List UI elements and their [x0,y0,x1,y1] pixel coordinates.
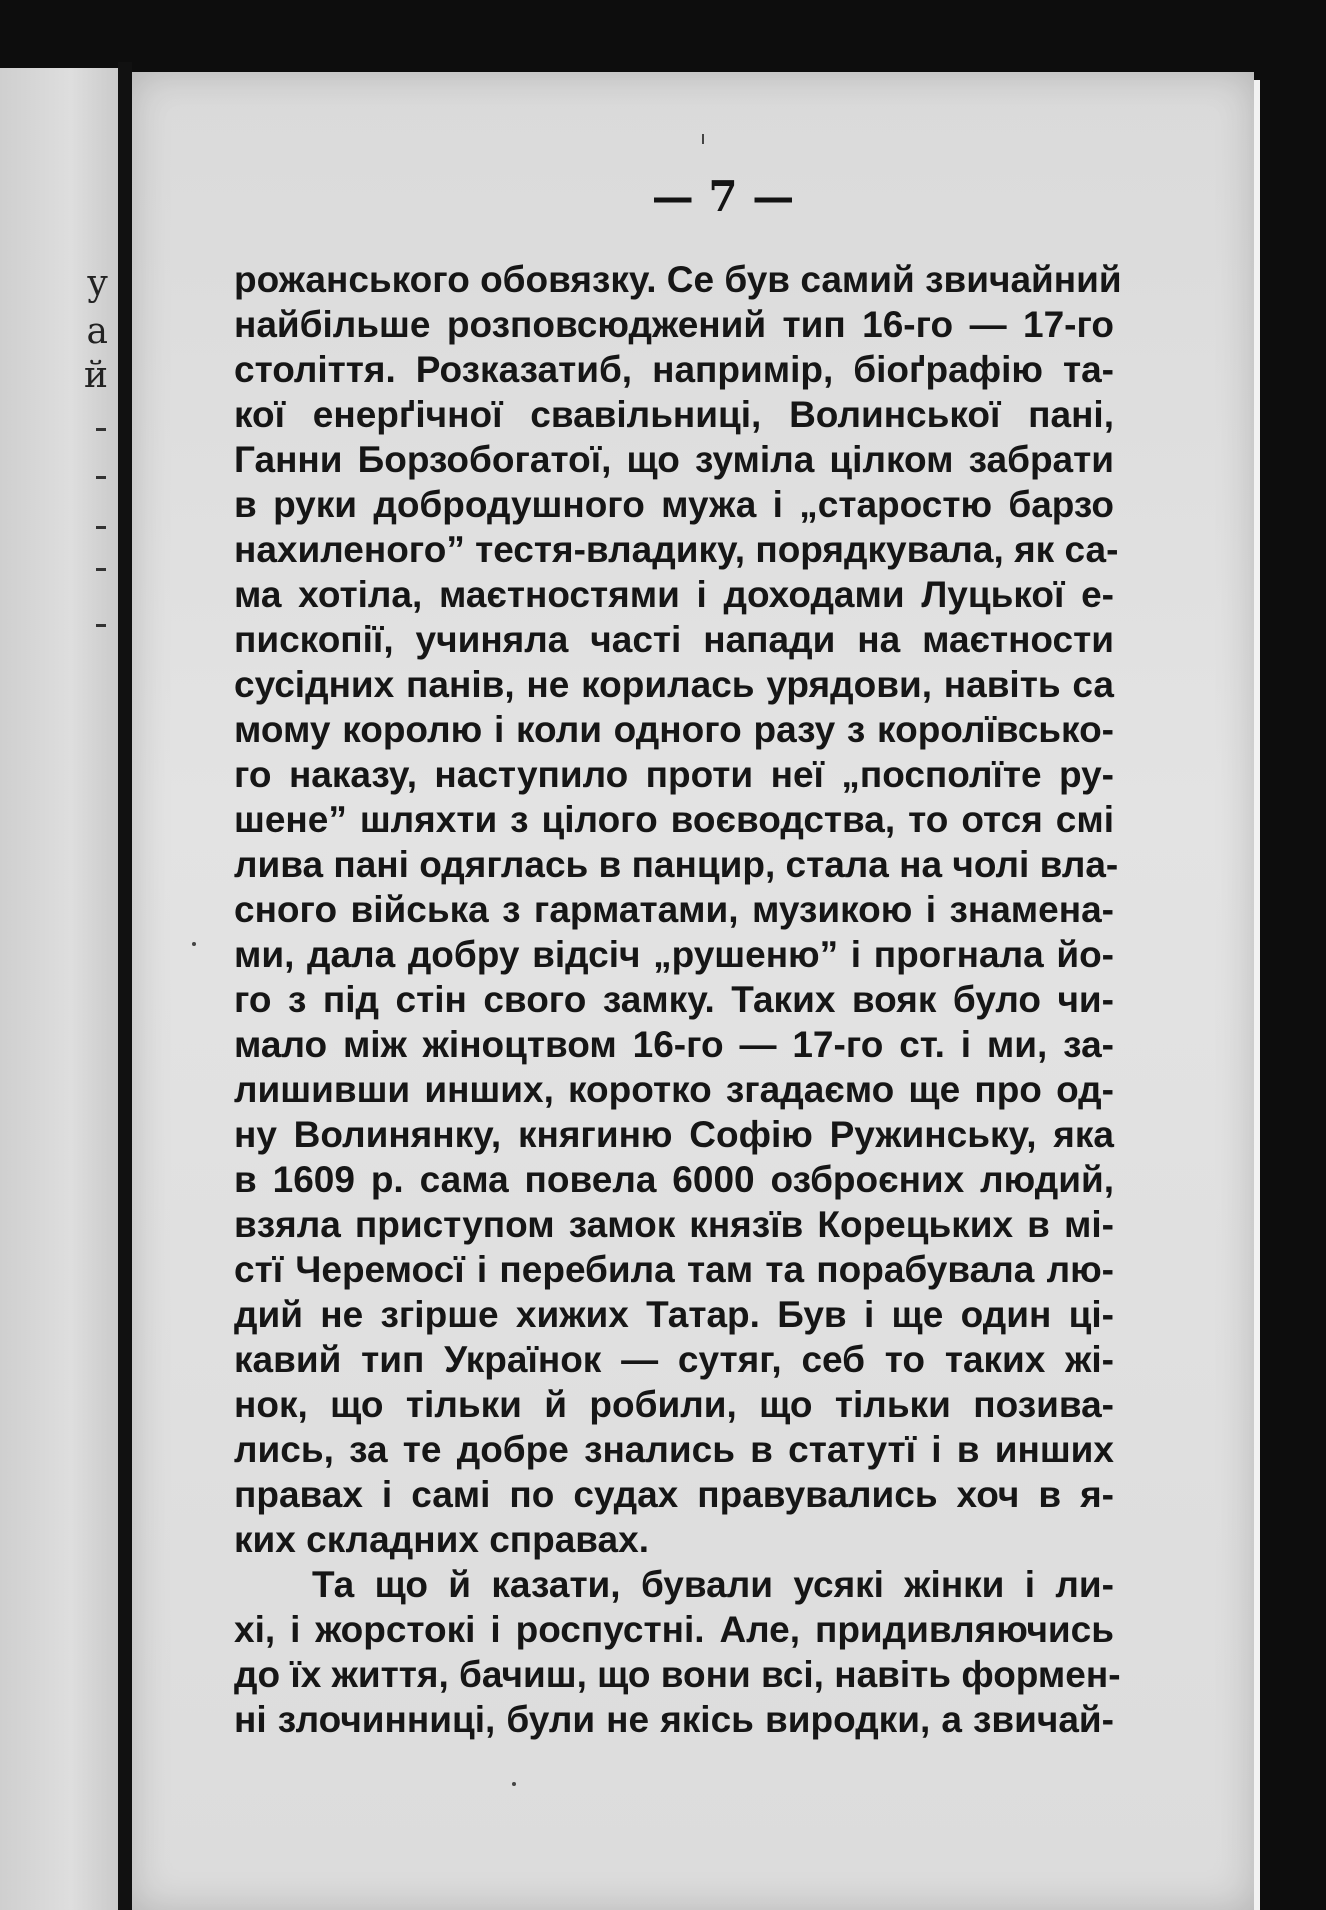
binding-gutter [118,62,132,1910]
text-line: до їх життя, бачиш, що вони всі, навіть формен- [234,1654,1121,1695]
adjacent-page-fragment [0,68,118,1910]
text-line: мому королю і коли одного разу з королївсько- [234,709,1114,750]
text-line: лись, за те добре знались в статутї і в инших [234,1429,1114,1470]
left-page-dash [96,568,106,571]
text-line: нахиленого” тестя-владику, порядкувала, як са- [234,529,1119,570]
text-line: сусідних панів, не корилась урядови, навіть са [234,664,1114,705]
left-page-dash [96,526,106,529]
text-line: пископії, учиняла часті напади на маєтности [234,619,1114,660]
text-line: ми, дала добру відсіч „рушеню” і прогнала йо- [234,934,1114,975]
left-page-dash [96,476,106,479]
text-line: Та що й казати, бували усякі жінки і ли- [312,1564,1114,1605]
text-line: правах і самі по судах правувались хоч в я- [234,1474,1114,1515]
page-body-text [234,257,1122,1742]
text-line: взяла приступом замок князїв Корецьких в мі- [234,1204,1114,1245]
text-line: лишивши инших, коротко згадаємо ще про од- [234,1069,1114,1110]
text-line: лива пані одяглась в панцир, стала на чолі вла- [234,844,1119,885]
left-page-dash [96,428,106,431]
text-line: в 1609 р. сама повела 6000 озброєних людий, [234,1159,1114,1200]
text-line: кої енерґічної свавільниці, Волинської пані, [234,394,1114,435]
scan-speck [192,942,196,946]
text-line: Ганни Борзобогатої, що зуміла цілком забрати [234,439,1114,480]
text-line: сного війська з гарматами, музикою і знамена- [234,889,1114,930]
text-line: го наказу, наступило проти неї „посполїте ру- [234,754,1114,795]
text-line: ну Волинянку, княгиню Софію Ружинську, яка [234,1114,1114,1155]
page-number: — 7 — [651,172,795,221]
book-page [132,72,1254,1910]
text-line: ні злочинниці, були не якісь виродки, а звичай- [234,1699,1114,1740]
text-line: нок, що тільки й робили, що тільки позива- [234,1384,1114,1425]
left-page-dash [96,624,106,627]
text-line: найбільше розповсюджений тип 16-го — 17-го [234,304,1114,345]
text-line: в руки добродушного мужа і „старостю барзо [234,484,1114,525]
text-line: дий не згірше хижих Татар. Був і ще один ці- [234,1294,1114,1335]
text-line: го з під стін свого замку. Таких вояк було чи- [234,979,1114,1020]
text-line: шене” шляхти з цілого воєводства, то отся смі [234,799,1114,840]
left-page-fragment-3: й [84,355,108,396]
left-page-fragment-2: а [86,311,108,352]
text-line: ма хотіла, маєтностями і доходами Луцької е- [234,574,1114,615]
text-line: рожанського обовязку. Се був самий звичайний [234,259,1122,300]
text-line: кавий тип Українок — сутяг, себ то таких жі- [234,1339,1114,1380]
text-line: хі, і жорстокі і роспустні. Але, придивляючись [234,1609,1114,1650]
page-edge [1254,80,1260,1910]
text-line: мало між жіноцтвом 16-го — 17-го ст. і ми, за- [234,1024,1114,1065]
scan-speck [512,1782,516,1786]
scan-speck [702,134,704,144]
text-line: століття. Розказатиб, напримір, біоґрафію та- [234,349,1114,390]
text-line: ких складних справах. [234,1519,649,1560]
left-page-fragment-1: у [86,263,108,304]
text-line: стї Черемосї і перебила там та порабувала лю- [234,1249,1114,1290]
